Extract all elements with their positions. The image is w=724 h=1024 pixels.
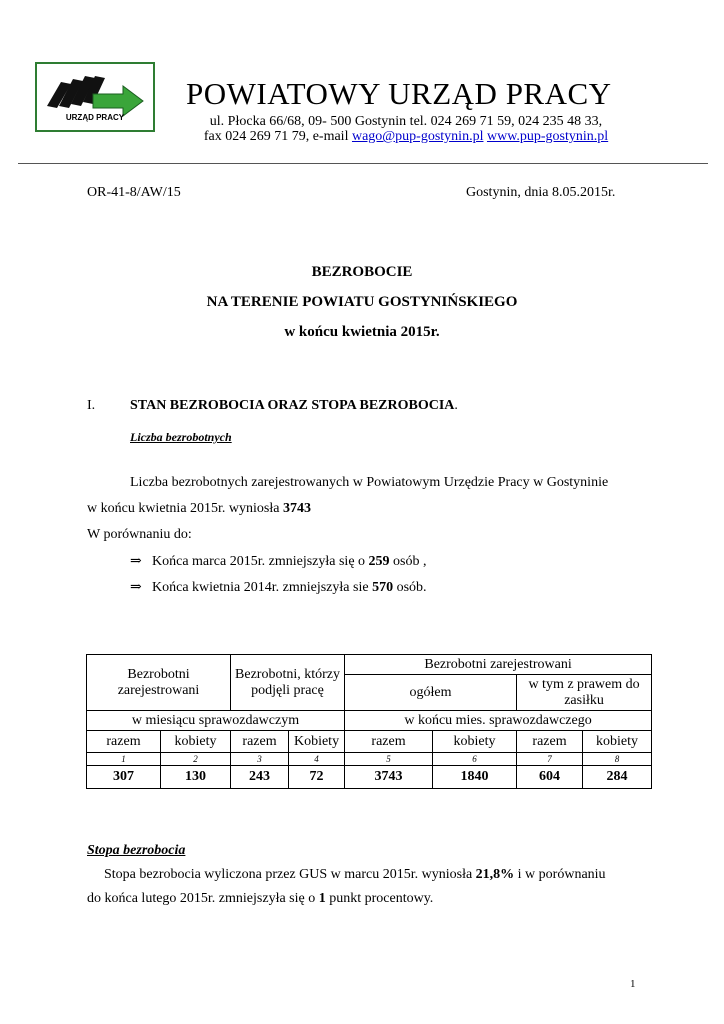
- section-title: STAN BEZROBOCIA ORAZ STOPA BEZROBOCIA.: [130, 398, 458, 413]
- address-line-1: ul. Płocka 66/68, 09- 500 Gostynin tel. 024 269 71 59, 024 235 48 33,: [209, 114, 603, 129]
- header-with-benefit: w tym z prawem do zasiłku: [517, 675, 652, 711]
- value-cell: 307: [87, 766, 161, 789]
- list-item: ⇒ Końca marca 2015r. zmniejszyła się o 259 osób ,: [130, 554, 427, 569]
- column-index: 2: [161, 753, 231, 766]
- value-cell: 284: [583, 766, 652, 789]
- rate-paragraph-line-1: Stopa bezrobocia wyliczona przez GUS w marcu 2015r. wyniosła 21,8% i w porównaniu: [104, 867, 606, 882]
- subheader-cell: Kobiety: [289, 731, 345, 753]
- page-number: 1: [630, 978, 636, 990]
- column-index: 3: [231, 753, 289, 766]
- subheader-cell: kobiety: [433, 731, 517, 753]
- section-number: I.: [87, 398, 96, 413]
- subheader-cell: razem: [231, 731, 289, 753]
- value-cell: 604: [517, 766, 583, 789]
- subheader-cell: razem: [345, 731, 433, 753]
- total-unemployed-value: 3743: [282, 501, 311, 516]
- subheader-cell: razem: [517, 731, 583, 753]
- subheading-unemployment-rate: Stopa bezrobocia: [87, 843, 186, 858]
- title-line-2: NA TERENIE POWIATU GOSTYNIŃSKIEGO: [206, 294, 518, 310]
- document-reference: OR-41-8/AW/15: [87, 185, 181, 200]
- paragraph-line-1: Liczba bezrobotnych zarejestrowanych w Powiatowym Urzędzie Pracy w Gostyninie: [130, 475, 609, 490]
- subheader-cell: kobiety: [583, 731, 652, 753]
- fax-and-email-label: fax 024 269 71 79, e-mail: [203, 129, 352, 144]
- logo: [35, 62, 155, 132]
- header-took-up-work: Bezrobotni, którzy podjęli pracę: [231, 655, 345, 711]
- column-index: 8: [583, 753, 652, 766]
- rate-paragraph-line-2: do końca lutego 2015r. zmniejszyła się o 1 punkt procentowy.: [87, 891, 434, 906]
- paragraph-line-2: w końcu kwietnia 2015r. wyniosła 3743: [87, 501, 311, 516]
- header-registered-unemployed-end: Bezrobotni zarejestrowani: [345, 655, 652, 675]
- value-cell: 3743: [345, 766, 433, 789]
- unemployment-table: [86, 654, 652, 789]
- address-line-2: [186, 129, 626, 145]
- subheader-cell: razem: [87, 731, 161, 753]
- unemployment-rate-value: 21,8%: [475, 867, 515, 882]
- value-cell: 130: [161, 766, 231, 789]
- column-index: 5: [345, 753, 433, 766]
- title-line-3: w końcu kwietnia 2015r.: [284, 324, 440, 340]
- organization-name: POWIATOWY URZĄD PRACY: [186, 76, 612, 111]
- website-link[interactable]: www.pup-gostynin.pl: [486, 129, 609, 144]
- column-index: 1: [87, 753, 161, 766]
- header-period-month: w miesiącu sprawozdawczym: [87, 711, 345, 731]
- subheader-cell: kobiety: [161, 731, 231, 753]
- email-link[interactable]: wago@pup-gostynin.pl: [351, 129, 484, 144]
- value-cell: 243: [231, 766, 289, 789]
- value-cell: 1840: [433, 766, 517, 789]
- list-item: ⇒ Końca kwietnia 2014r. zmniejszyła sie 570 osób.: [130, 580, 427, 595]
- column-index: 4: [289, 753, 345, 766]
- double-arrow-icon: ⇒: [130, 580, 142, 595]
- column-index: 6: [433, 753, 517, 766]
- header-registered-unemployed: Bezrobotni zarejestrowani: [87, 655, 231, 711]
- header-period-end: w końcu mies. sprawozdawczego: [345, 711, 652, 731]
- column-index: 7: [517, 753, 583, 766]
- title-line-1: BEZROBOCIE: [311, 264, 413, 280]
- subheading-unemployed-count: Liczba bezrobotnych: [130, 430, 232, 444]
- header-divider: [18, 163, 708, 164]
- document-date: Gostynin, dnia 8.05.2015r.: [466, 185, 616, 200]
- value-cell: 72: [289, 766, 345, 789]
- paragraph-line-3: W porównaniu do:: [87, 527, 192, 542]
- double-arrow-icon: ⇒: [130, 554, 142, 569]
- header-total: ogółem: [345, 675, 517, 711]
- logo-text: URZĄD PRACY: [65, 113, 125, 122]
